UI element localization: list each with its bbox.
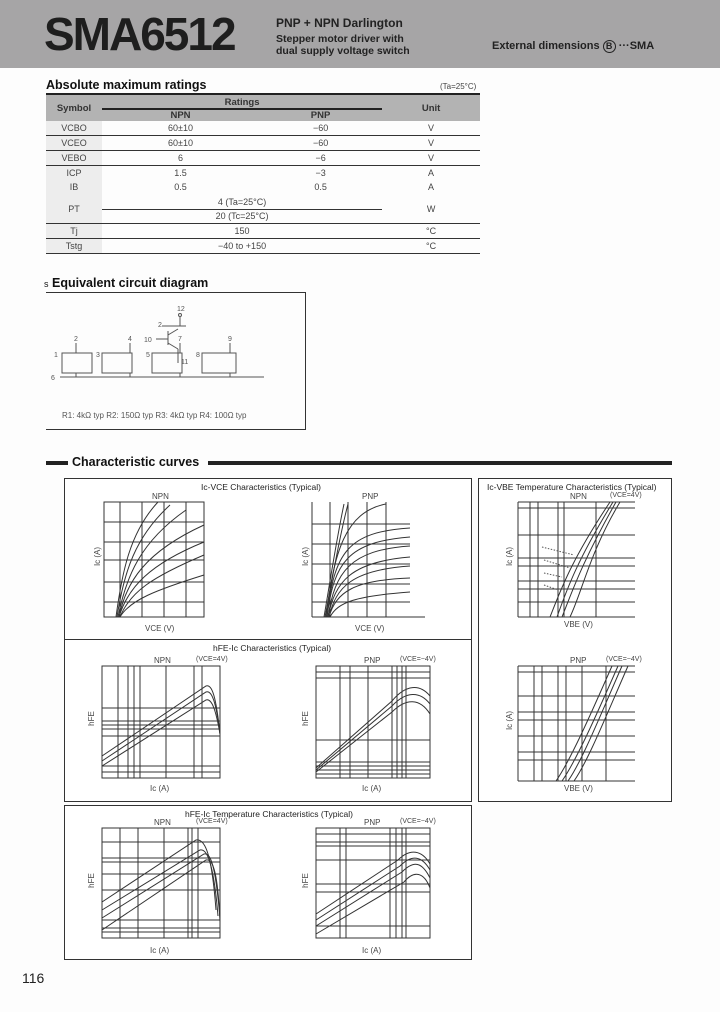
tstg-value: −40 to +150 [102,239,382,254]
svg-text:1: 1 [54,352,58,359]
svg-text:4: 4 [128,336,132,343]
chart-ic-vce-npn [90,492,220,632]
x-axis-label: VCE (V) [355,624,385,633]
col-unit: Unit [382,94,480,121]
y-axis-label: hFE [300,711,310,726]
svg-text:2: 2 [74,336,78,343]
hfe-npn-plot-icon [88,656,228,784]
circuit-bullet: s [44,279,49,289]
ic-vce-npn-plot-icon [90,492,220,632]
device-subtitle: PNP + NPN Darlington [276,16,403,30]
svg-text:8: 8 [196,352,200,359]
circuit-title-text: Equivalent circuit diagram [51,276,209,290]
y-axis-label: hFE [86,873,96,888]
y-axis-label: Ic (A) [505,710,515,731]
y-axis-label: Ic (A) [301,546,311,567]
chart-ic-vbe-npn [500,492,650,629]
table-row [46,224,480,239]
part-number: SMA6512 [44,8,235,60]
npn-cell: 0.5 [174,182,187,193]
section-bar [46,461,68,465]
chart-label: PNP [570,656,587,665]
circuit-schematic-icon [46,293,306,408]
svg-text:6: 6 [51,375,55,382]
chart-condition: (VCE=4V) [610,492,642,499]
y-axis-label: Ic (A) [93,546,103,567]
unit-cell: °C [382,239,480,254]
x-axis-label: Ic (A) [150,784,170,793]
panel-title: hFE-Ic Characteristics (Typical) [213,643,332,653]
col-symbol: Symbol [46,94,102,121]
chart-ic-vbe-pnp [500,656,650,793]
symbol-cell: VEBO [46,150,102,165]
y-axis-label: hFE [300,873,310,888]
unit-cell: V [382,121,480,136]
npn-cell: 6 [102,150,259,165]
chart-hfe-temp-pnp [300,818,442,955]
svg-text:9: 9 [228,336,232,343]
characteristic-curves-header [46,455,672,471]
y-axis-label: Ic (A) [505,546,515,567]
chart-condition: (VCE=−4V) [400,656,436,663]
page-number: 116 [22,970,45,986]
chart-condition: (VCE=4V) [196,818,228,825]
ratings-title: Absolute maximum ratings [46,78,207,92]
page-header [0,0,720,68]
table-row [46,136,480,151]
svg-text:3: 3 [96,352,100,359]
chart-label: NPN [154,656,171,665]
x-axis-label: Ic (A) [362,946,382,955]
pnp-cell: 0.5 [314,182,327,193]
unit-cell: °C [382,224,480,239]
chart-condition: (VCE=−4V) [400,818,436,825]
description-line-2: dual supply voltage switch [276,45,410,57]
panel-title: hFE-Ic Temperature Characteristics (Typical) [185,809,354,819]
ic-vbe-pnp-plot-icon [500,656,650,788]
table-row [46,121,480,136]
col-pnp: PNP [259,109,382,121]
hfe-pnp-plot-icon [302,656,442,784]
chart-ic-vce-pnp [300,492,430,632]
symbol-cell: Tj [46,224,102,239]
panel-title: Ic-VBE Temperature Characteristics (Typical) [487,482,657,492]
hfe-temp-pnp-plot-icon [302,818,442,946]
table-row [46,239,480,254]
symbol-cell: PT [46,194,102,223]
chart-label: NPN [154,818,171,827]
pnp-cell: −6 [259,150,382,165]
chart-label: PNP [362,492,379,501]
device-description [276,33,410,57]
pt-value-tc: 20 (Tc=25°C) [102,209,382,224]
pnp-cell: −60 [259,136,382,151]
hfe-temp-npn-plot-icon [88,818,228,946]
panel-title: Ic-VCE Characteristics (Typical) [201,482,321,492]
svg-text:7: 7 [178,336,182,343]
col-npn: NPN [102,109,259,121]
svg-text:2: 2 [158,322,162,329]
svg-text:5: 5 [146,352,150,359]
chart-label: PNP [364,656,381,665]
external-dimensions [492,40,654,53]
chart-label: NPN [152,492,169,501]
table-row-pt [46,194,480,209]
chart-condition: (VCE=−4V) [606,656,642,663]
symbol-cell: VCEO [46,136,102,151]
y-axis-label: hFE [86,711,96,726]
unit-cell: W [382,194,480,223]
pnp-cell: −60 [259,121,382,136]
unit-cell: A [428,182,435,193]
svg-text:12: 12 [177,306,185,313]
dimension-code-badge: B [603,40,616,53]
npn-cell: 60±10 [102,136,259,151]
x-axis-label: VBE (V) [564,620,593,629]
chart-hfe-pnp [300,656,442,793]
package-name: ···SMA [618,40,655,52]
svg-text:11: 11 [181,359,189,366]
description-line-1: Stepper motor driver with [276,33,404,45]
symbol-cell: VCBO [46,121,102,136]
table-row [46,150,480,165]
npn-cell: 60±10 [102,121,259,136]
table-row [46,165,480,180]
pnp-cell: −3 [315,167,326,178]
npn-cell: 1.5 [174,167,187,178]
chart-label: PNP [364,818,381,827]
ratings-condition: (Ta=25°C) [440,82,477,91]
ratings-table [46,93,480,254]
circuit-title [44,276,208,290]
ic-vbe-npn-plot-icon [500,492,650,624]
circuit-diagram [46,292,306,430]
chart-hfe-npn [86,656,228,793]
tj-value: 150 [102,224,382,239]
unit-cell: V [382,136,480,151]
x-axis-label: Ic (A) [362,784,382,793]
external-dimensions-label: External dimensions [492,40,600,52]
chart-label: NPN [570,492,587,501]
x-axis-label: VBE (V) [564,784,593,793]
x-axis-label: VCE (V) [145,624,175,633]
x-axis-label: Ic (A) [150,946,170,955]
symbol-cell: Tstg [46,239,102,254]
characteristic-curves-title: Characteristic curves [72,455,200,469]
unit-cell: A [428,167,435,178]
svg-text:10: 10 [144,337,152,344]
symbol-cell: IB [46,180,102,195]
pt-value-ta: 4 (Ta=25°C) [102,194,382,209]
symbol-cell: ICP [46,165,102,180]
section-bar [208,461,672,465]
unit-cell: V [382,150,480,165]
chart-condition: (VCE=4V) [196,656,228,663]
ic-vce-pnp-plot-icon [300,492,430,632]
chart-hfe-temp-npn [86,818,228,955]
col-ratings: Ratings [102,94,382,109]
table-row [46,180,480,195]
resistor-legend: R1: 4kΩ typ R2: 150Ω typ R3: 4kΩ typ R4: 100Ω typ [62,411,247,420]
